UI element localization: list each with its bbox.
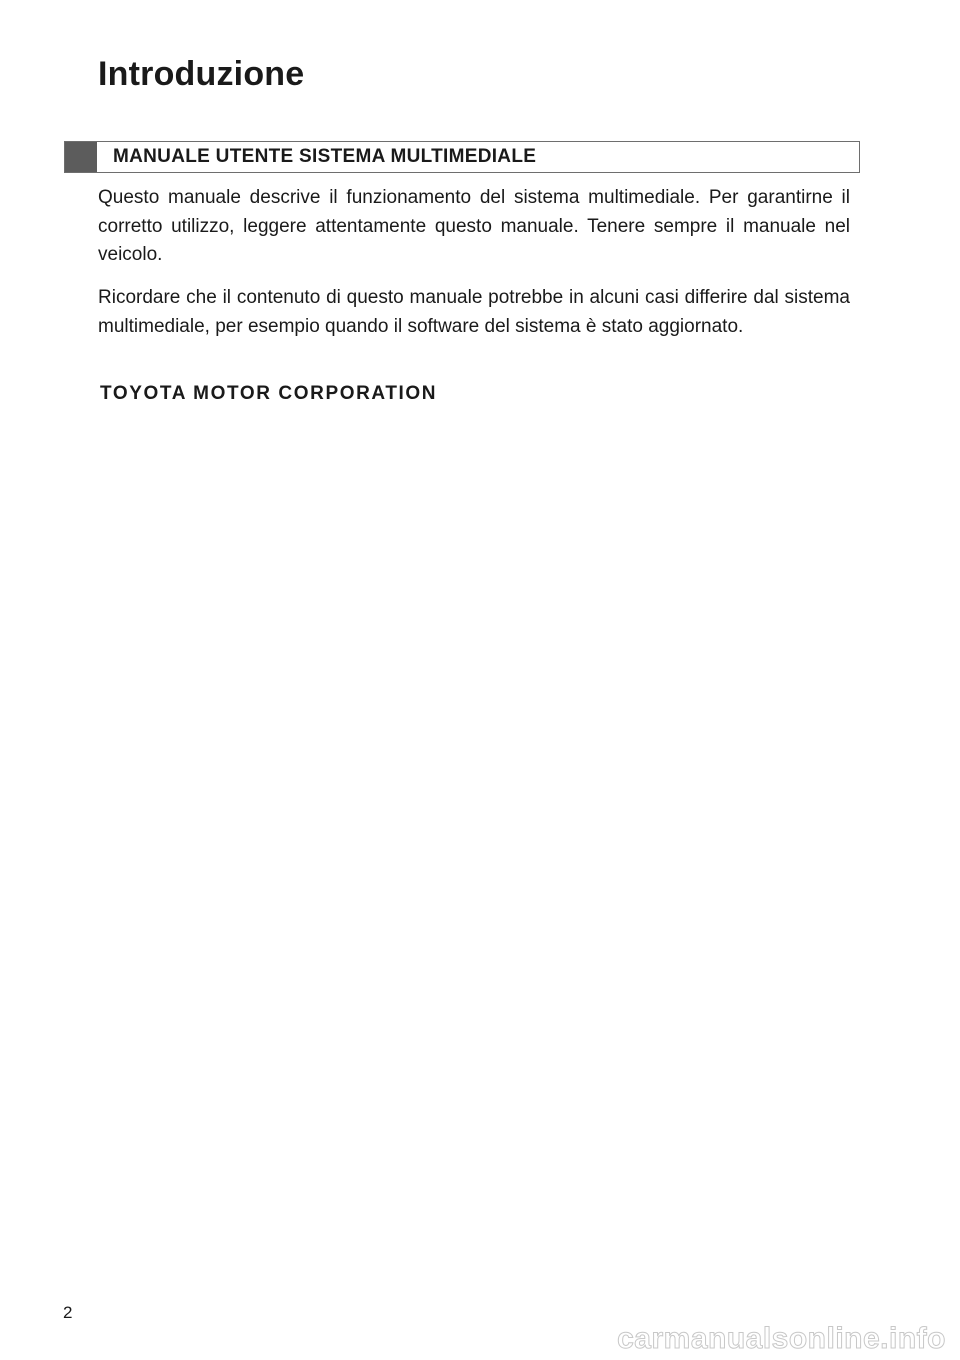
page-title: Introduzione (98, 55, 305, 93)
page-number: 2 (63, 1303, 73, 1322)
intro-paragraph: Questo manuale descrive il funzionamento del sistema multimediale. Per garantirne il corretto utilizzo, leggere attentamente questo manuale. Tenere sempre il manuale nel veicolo. (98, 187, 850, 265)
section-header (64, 141, 860, 173)
disclaimer-paragraph: Ricordare che il contenuto di questo manuale potrebbe in alcuni casi differire dal sistema multimediale, per esempio quando il software del sistema è stato aggiornato. (98, 287, 850, 337)
section-header-title: MANUALE UTENTE SISTEMA MULTIMEDIALE (113, 146, 537, 167)
watermark: carmanualsonline.info (617, 1322, 946, 1355)
company-name: TOYOTA MOTOR CORPORATION (100, 383, 438, 404)
section-header-marker (65, 142, 97, 172)
